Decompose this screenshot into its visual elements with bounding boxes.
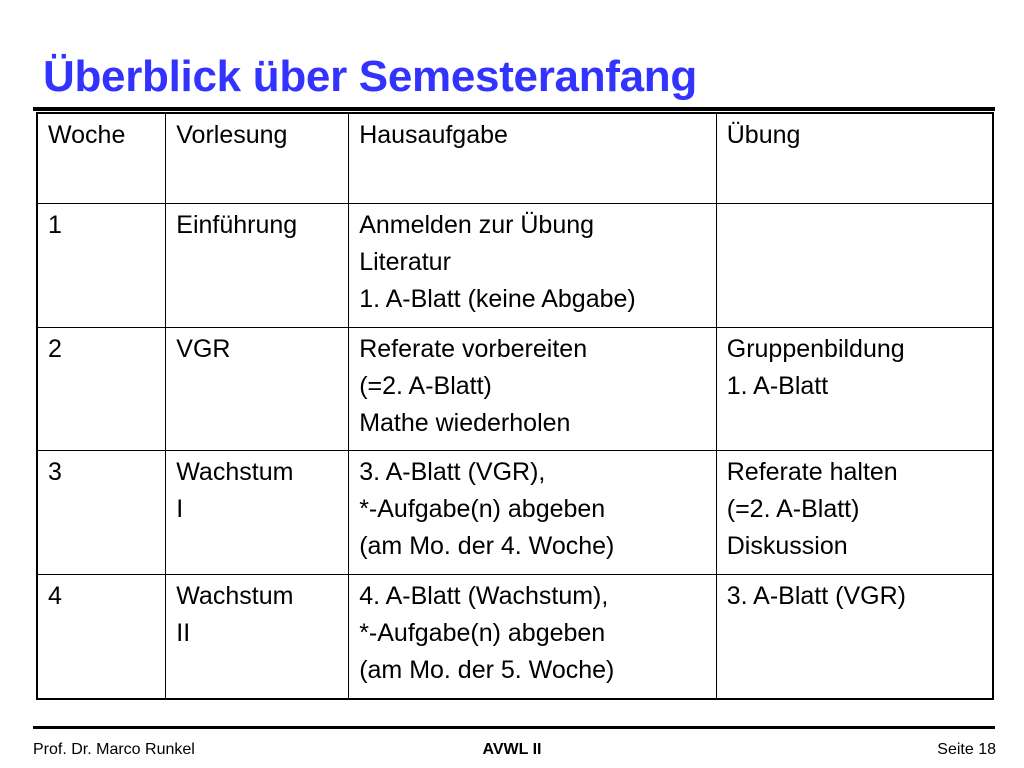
cell-line: Referate halten [726,457,898,486]
table-row [37,574,993,699]
cell-line: (am Mo. der 5. Woche) [359,655,615,684]
cell-line: Diskussion [726,531,848,560]
cell-uebung [716,203,993,327]
cell-line: (=2. A-Blatt) [359,371,492,400]
cell-hausaufgabe [349,203,717,327]
cell-line: Referate vorbereiten [359,334,588,363]
cell-line: 3. A-Blatt (VGR) [726,581,906,610]
cell-line: (=2. A-Blatt) [726,494,860,523]
cell-hausaufgabe [349,327,717,450]
cell-line: Anmelden zur Übung [359,210,595,239]
cell-line: (am Mo. der 4. Woche) [359,531,615,560]
table-header-row [37,113,993,203]
schedule-table [36,112,994,700]
cell-line: *-Aufgabe(n) abgeben [359,494,606,523]
cell-line: VGR [176,334,231,363]
cell-line: Einführung [176,210,298,239]
slide-title: Überblick über Semesteranfang [43,52,697,101]
table-row [37,327,993,450]
header-woche: Woche [37,113,166,203]
cell-line: Literatur [359,247,451,276]
cell-line: Wachstum [176,457,294,486]
cell-uebung [716,327,993,450]
footer-divider [33,726,995,729]
table-row [37,203,993,327]
cell-line: I [176,494,184,523]
cell-line: *-Aufgabe(n) abgeben [359,618,606,647]
cell-line: 3. A-Blatt (VGR), [359,457,546,486]
header-uebung: Übung [716,113,993,203]
cell-hausaufgabe [349,450,717,574]
cell-woche: 4 [37,574,166,699]
header-vorlesung: Vorlesung [166,113,349,203]
cell-line: Gruppenbildung [726,334,905,363]
table-row [37,450,993,574]
title-divider [33,107,995,111]
cell-vorlesung [166,574,349,699]
cell-vorlesung [166,450,349,574]
cell-uebung [716,574,993,699]
cell-line: Wachstum [176,581,294,610]
footer-page-number: Seite 18 [937,741,996,758]
footer-course: AVWL II [482,741,542,758]
cell-woche: 3 [37,450,166,574]
cell-woche: 2 [37,327,166,450]
cell-line: Mathe wiederholen [359,408,571,437]
header-hausaufgabe: Hausaufgabe [349,113,717,203]
cell-line: 1. A-Blatt (keine Abgabe) [359,284,636,313]
cell-line: 1. A-Blatt [726,371,829,400]
cell-line: II [176,618,191,647]
cell-vorlesung [166,203,349,327]
cell-woche: 1 [37,203,166,327]
cell-vorlesung [166,327,349,450]
cell-uebung [716,450,993,574]
cell-line: 4. A-Blatt (Wachstum), [359,581,609,610]
cell-hausaufgabe [349,574,717,699]
footer-author: Prof. Dr. Marco Runkel [33,741,195,758]
